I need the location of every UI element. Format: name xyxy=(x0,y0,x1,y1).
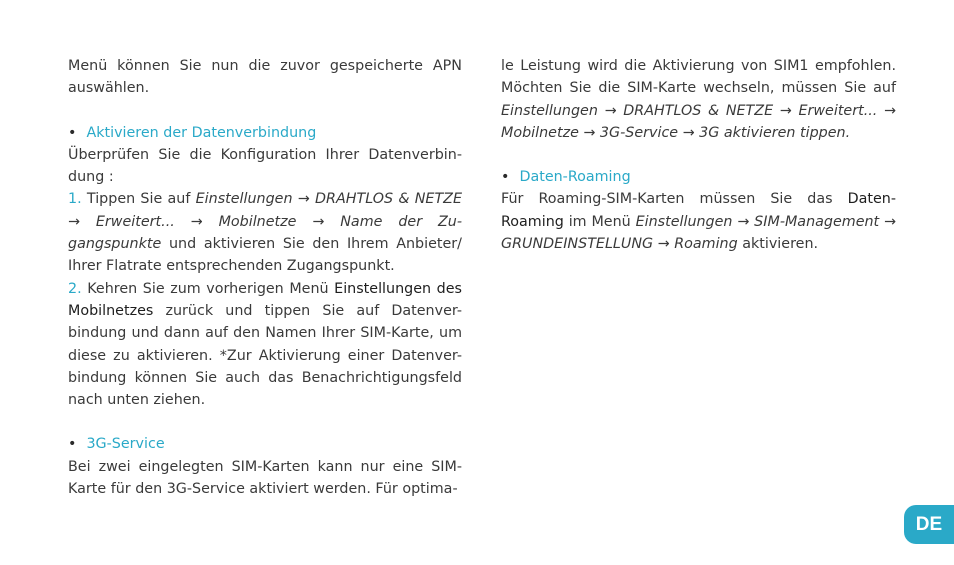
section-heading-3g: • 3G-Service xyxy=(68,436,165,453)
step-1: 1. Tippen Sie auf Einstellungen → DRAHTLOS & NETZE → Erweitert... → Mobilnetze → Name der Zu-gangspunkte und aktivieren Sie den Ihrem Anbieter/ Ihrer Flatrate entsprechenden Zugangspunkt. xyxy=(68,191,463,275)
section-text: Überprüfen Sie die Konfiguration Ihrer Datenverbin-dung : xyxy=(68,146,462,186)
section-text: Bei zwei eingelegten SIM-Karten kann nur eine SIM-Karte für den 3G-Service aktiviert werden. Für optima- xyxy=(68,458,462,498)
step-2: 2. Kehren Sie zum vorherigen Menü Einstellungen des Mobilnetzes zurück und tippen Sie auf Datenver-bindung und dann auf den Namen Ihrer SIM-Karte, um diese zu aktivieren. *Zur Aktivierung einer Datenver-bindung können Sie auch das Benachrichtigungsfeld nach unten ziehen. xyxy=(68,280,462,409)
menu-path: Einstellungen → SIM-Management → GRUNDEINSTELLUNG → Roaming xyxy=(501,213,896,253)
bullet-icon: • xyxy=(501,169,510,186)
menu-name: Daten-Roaming xyxy=(501,191,896,230)
menu-path: Einstellungen → DRAHTLOS & NETZE → Erweitert... → Mobilnetze → 3G-Service → 3G aktivieren tippen. xyxy=(501,102,896,141)
section-heading-data-connection: • Aktivieren der Datenverbindung xyxy=(68,124,317,141)
left-column xyxy=(68,55,462,500)
continued-paragraph: le Leistung wird die Aktivierung von SIM1 empfohlen. Möchten Sie die SIM-Karte wechseln, müssen Sie auf Einstellungen → DRAHTLOS & NETZE → Erweitert... → Mobilnetze → 3G-Service → 3G aktivieren tippen. xyxy=(501,58,896,141)
section-heading-roaming: • Daten-Roaming xyxy=(501,169,631,186)
menu-path: Einstellungen → DRAHTLOS & NETZE → Erweitert... → Mobilnetze → Name der Zu-gangspunkte xyxy=(68,191,463,253)
intro-paragraph: Menü können Sie nun die zuvor gespeicherte APN auswählen. xyxy=(68,58,462,97)
language-badge: DE xyxy=(904,505,954,544)
section-text: Für Roaming-SIM-Karten müssen Sie das Daten-Roaming im Menü Einstellungen → SIM-Management → GRUNDEINSTELLUNG → Roaming aktivieren. xyxy=(501,191,896,253)
menu-name: Einstellungen des Mobilnetzes xyxy=(68,280,462,319)
bullet-icon: • xyxy=(68,124,77,141)
right-column xyxy=(501,55,896,255)
bullet-icon: • xyxy=(68,436,77,453)
